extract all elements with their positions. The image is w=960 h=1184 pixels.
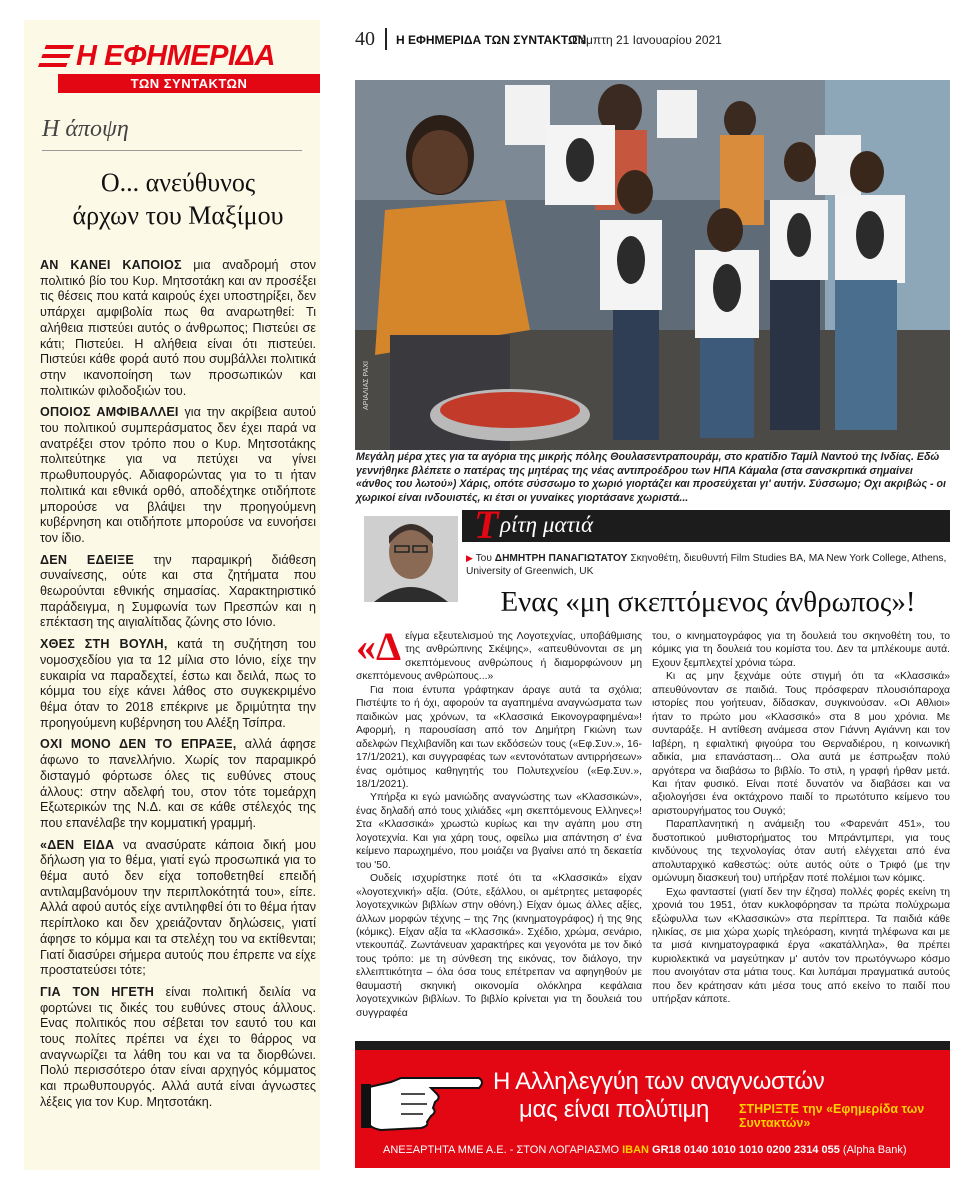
ad-bank-text: ΑΝΕΞΑΡΤΗΤΑ ΜΜΕ Α.Ε. - ΣΤΟΝ ΛΟΓΑΡΙΑΣΜΟ <box>383 1144 623 1156</box>
editorial-paragraph <box>40 553 316 632</box>
column-name: ρίτη ματιά <box>500 512 594 537</box>
editorial-column <box>24 20 320 1170</box>
article-paragraph: Εχω φανταστεί (γιατί δεν την έζησα) πολλές φορές εκείνη τη χρονιά του 1951, όταν κυκλοφόρησαν τα πρώτα πολύχρωμα εξώφυλλα των «Κλασσικών» στα περίπτερα. Τα παιδιά κάθε ηλικίας, σε μια χώρα χωρίς τηλεόραση, κινητά τηλέφωνα και με τα μισά κινηματογραφικά έργα «ακατάλληλα», θα πρέπει κυριολεκτικά να μαγεύτηκαν μ' αυτόν τον πρωτόγνωρο κόσμο που ανοιγόταν στα μάτια τους. Και λυπάμαι πραγματικά αυτούς που δεν κράτησαν κάτι μέσα τους από εκείνο το παιδί που υπήρξαν κάποτε. <box>652 886 950 1006</box>
ad-bank-details <box>383 1144 907 1156</box>
ad-title-line1: Η Αλληλεγγύη των αναγνωστών <box>493 1068 825 1095</box>
photo-caption: Μεγάλη μέρα χτες για τα αγόρια της μικρής πόλης Θουλασεντραπουράμ, στο κρατίδιο Ταμίλ Ναντού της Ινδίας. Εδώ γεννήθηκε βλέπετε ο πατέρας της μητέρας της νέας αντιπροέδρου των ΗΠΑ Κάμαλα (στα σανσκριτικά σημαίνει «άνθος του λωτού») Χάρις, οπότε σύσσωμο το χωριό γιορτάζει και προσεύχεται γι' αυτήν. Σύσσωμο; Οχι ακριβώς - οι χωρικοί είναι ινδουιστές, κι έτσι οι γυναίκες γιορτάσανε χωριστά... <box>356 451 946 504</box>
paragraph-lead: ΧΘΕΣ ΣΤΗ ΒΟΥΛΗ, <box>40 637 168 652</box>
logo-title: Η ΕΦΗΜΕΡΙΔΑ <box>76 39 275 72</box>
paragraph-text: για την ακρίβεια αυτού του πολιτικού συμπεράσματος δεν έχει παρά να ανατρέξει στον τρόπο που ο Κυρ. Μητσοτάκης πολιτεύτηκε για να πετύχει να γίνει πρωθυπουργός. Αδιαφορώντας για το τι ήταν πολιτικά και εθνικά ορθό, αποδέχτηκε οτιδήποτε μπορούσε να βλάψει την προηγούμενη κυβέρνηση και οτιδήποτε μπορούσε να ευνοήσει τον ίδιο. <box>40 405 317 545</box>
author-portrait <box>364 516 458 602</box>
solidarity-ad <box>355 1050 950 1168</box>
iban-label: IBAN <box>622 1144 649 1156</box>
logo-subtitle: ΤΩΝ ΣΥΝΤΑΚΤΩΝ <box>58 74 320 93</box>
article-paragraph <box>356 624 642 684</box>
paragraph-text: είναι πολιτική δειλία να φορτώνει τις δικές του ευθύνες στους άλλους. Ενας πολιτικός που σέβεται τον εαυτό του και τους πολίτες πρέπει να έχει το θάρρος να αναγνωρίζει τα λάθη του και να τα διορθώνει. Πολύ περισσότερο όταν είναι αρχηγός κόμματος και πρωθυπουργός. Αλλά αυτά είναι άγνωστες λέξεις για τον Κυρ. Μητσοτάκη. <box>40 984 316 1109</box>
paragraph-lead: ΔΕΝ ΕΔΕΙΞΕ <box>40 552 134 567</box>
paragraph-lead: ΟΠΟΙΟΣ ΑΜΦΙΒΑΛΛΕΙ <box>40 405 179 420</box>
drop-cap: «Δ <box>356 624 402 669</box>
ad-top-bar <box>355 1041 950 1050</box>
article-paragraph: Για ποια έντυπα γράφτηκαν άραγε αυτά τα σχόλια; Πιστέψτε το ή όχι, αφορούν τα αγαπημένα αναγνώσματα των παιδικών μας χρόνων, τα «Κλασσικά Εικονογραφημένα»! Αφορμή, η παρουσίαση από τον Δημήτρη Γκιώνη των αδελφών Πεχλιβανίδη και των εκδόσεών τους («Εφ.Συν.», 16-17/1/2021), και συγγραφέας των «εντονότατων αντιρρήσεων» ένας ομότιμος καθηγητής του Πολυτεχνείου («Εφ.Συν.», 18/1/2021). <box>356 684 642 790</box>
editorial-paragraph <box>40 838 316 979</box>
article-paragraph: Παραπλανητική η ανάμειξη του «Φαρενάιτ 451», του δυστοπικού μυθιστορήματος του Μπράντμπερι, για τους κινδύνους της τεχνολογίας όταν αυτή ελέγχεται από ένα απολυταρχικό καθεστώς: ούτε αυτός ούτε ο Τριφό (με την ομώνυμη διασκευή του) υπήρξαν ποτέ πολέμιοι των κόμικς. <box>652 819 950 885</box>
publication-date: Πέμπτη 21 Ιανουαρίου 2021 <box>572 33 722 47</box>
paragraph-text: αλλά άφησε άφωνο το πανελλήνιο. Χωρίς τον παραμικρό δισταγμό φόρτωσε όλες τις ευθύνες στους άλλους: στην αδελφή του, στον τότε τομεάρχη Εξωτερικών της Ν.Δ. και σε κάθε στέλεχός της που επανέλαβε την κομματική γραμμή. <box>40 737 316 830</box>
news-photo <box>355 80 950 450</box>
header-paper-name: Η ΕΦΗΜΕΡΙΔΑ ΤΩΝ ΣΥΝΤΑΚΤΩΝ <box>396 33 587 47</box>
logo-stripes-icon <box>38 45 74 67</box>
article-paragraph: Υπήρξα κι εγώ μανιώδης αναγνώστης των «Κλασσικών», ένας δηλαδή από τους χιλιάδες «μη σκεπτόμενους Ελληνες»! Στα «Κλασσικά» χρωστώ κυρίως και την αγάπη μου στη λογοτεχνία. Και για χάρη τους, οφείλω μια απάντηση σ' ένα κείμενο παρωχημένο, που μοιάζει να βγαίνει από τη δεκαετία του '50. <box>356 792 642 871</box>
paragraph-lead: «ΔΕΝ ΕΙΔΑ <box>40 837 115 852</box>
paragraph-lead: ΓΙΑ ΤΟΝ ΗΓΕΤΗ <box>40 984 155 999</box>
editorial-paragraph <box>40 985 316 1111</box>
paragraph-text: κατά τη συζήτηση του νομοσχεδίου για τα 12 μίλια στο Ιόνιο, είχε την ευκαιρία να παραδεχτεί, έστω και δειλά, πως το κόμμα του είχε κάνει λάθος στο συγκεκριμένο θέμα όταν το 2018 επέκρινε με δριμύτητα την προηγούμενη κυβέρνηση του Αλέξη Τσίπρα. <box>40 637 316 730</box>
article-title: Ενας «μη σκεπτόμενος άνθρωπος»! <box>500 586 916 618</box>
ad-support-text: ΣΤΗΡΙΞΤΕ την «Εφημερίδα των Συντακτών» <box>739 1102 925 1130</box>
editorial-paragraph <box>40 258 316 399</box>
byline-prefix: Του <box>475 553 495 564</box>
article-paragraph: Ουδείς ισχυρίστηκε ποτέ ότι τα «Κλασσικά» είχαν «λογοτεχνική» αξία. (Ούτε, εξάλλου, οι αμέτρητες μεταφορές λογοτεχνικών βιβλίων στην οθόνη.) Είχαν όμως άλλες αξίες, άλλων μορφών τέχνης – της 7ης (κινηματογράφος) ή της 9ης (κόμικς). Είχαν αξία τα «Κλασσικά». Σχέδιο, χρώμα, σενάριο, ντεκουπάζ. Ζωντάνευαν χαρακτήρες και γεγονότα με τον δικό τους τρόπο: με τη σύνθεση της εικόνας, τον διάλογο, την ελλειπτικότητα – όλα όσα τους επέτρεπαν να αφηγηθούν με θαυμαστή σκηνική οικονομία ολόκληρα κεφάλαια λογοτεχνικών βιβλίων. Το βιβλίο κρίνεται για τη δουλειά του συγγραφέα <box>356 873 642 1019</box>
paragraph-text: να ανασύρατε κάποια δική μου δήλωση για το θέμα, γιατί εγώ προσωπικά για το θέμα αυτό δεν είχα τοποθετηθεί επειδή αντιλαμβανόμουν την περιπλοκότητά του», είπε. Αλλά αφού αυτός είχε αντιληφθεί ότι το θέμα ήταν περίπλοκο και δεν χρειάζονταν δηλώσεις, γιατί άφησε το κόμμα και τα στελέχη του να εκτίθενται; Γιατί διασύρει σήμερα αυτούς που έπρεπε να είχε προστατεύσει τότε; <box>40 837 316 978</box>
ad-title-line2: μας είναι πολύτιμη <box>519 1096 710 1123</box>
author-name: ΔΗΜΗΤΡΗ ΠΑΝΑΓΙΩΤΑΤΟΥ <box>494 553 628 564</box>
editorial-title-line2: άρχων του Μαξίμου <box>72 201 284 230</box>
editorial-title-line1: Ο... ανεύθυνος <box>100 168 256 197</box>
paragraph-text: την παραμικρή διάθεση συναίνεσης, ούτε και στα ζητήματα που θεωρούνται εθνικής σημασίας. Χαρακτηριστικό παράδειγμα, η Συμφωνία των Πρεσπών και η επέκταση της αιγιαλίτιδας ζώνης στο Ιόνιο. <box>40 552 316 630</box>
editorial-paragraph <box>40 637 316 731</box>
article-paragraph: του, ο κινηματογράφος για τη δουλειά του σκηνοθέτη του, το κόμικς για τη δουλειά του κομίστα του. Δεν τα μπλέκουμε αυτά. Εχουν ξεμπλεχτεί χρόνια τώρα. <box>652 631 950 669</box>
photo-illustration <box>355 80 950 450</box>
article-column-2 <box>652 630 950 1007</box>
editorial-paragraph <box>40 737 316 831</box>
pointing-hand-icon <box>361 1064 487 1134</box>
section-label: Η άποψη <box>42 116 129 142</box>
photo-credit: ΑΡΙΑΛΙΑΣ ΡΑΧΙ <box>363 361 370 410</box>
editorial-title <box>48 166 308 232</box>
paragraph-lead: ΟΧΙ ΜΟΝΟ ΔΕΝ ΤΟ ΕΠΡΑΞΕ, <box>40 737 237 752</box>
author-bio: Σκηνοθέτη, διευθυντή Film Studies BA, MA New York College, Athens, University of Greenwich, UK <box>466 553 947 577</box>
page-number: 40 <box>355 28 375 50</box>
paragraph-text: είγμα εξευτελισμού της Λογοτεχνίας, υποβάθμισης της ανθρώπινης Σκέψης», «απευθύνονται σε μη σκεπτόμενους ανθρώπους ή διαμορφώνουν μη σκεπτόμενους ανθρώπους...» <box>356 631 642 683</box>
paragraph-lead: ΑΝ ΚΑΝΕΙ ΚΑΠΟΙΟΣ <box>40 258 182 272</box>
column-initial: Τ <box>474 502 499 547</box>
divider <box>42 150 302 151</box>
byline <box>466 552 950 578</box>
article-paragraph: Κι ας μην ξεχνάμε ούτε στιγμή ότι τα «Κλασσικά» απευθύνονταν σε παιδιά. Τους πρόσφεραν πλουσιόπαροχα ιστορίες που γοήτευαν, δίδασκαν, συγκινούσαν. «Οι Αθλιοι» ήταν το πρώτο μου «Κλασσικό» στα 8 μου χρόνια. Με συνταράξε. Η αντίθεση ανάμεσα στον Γιάννη Αγιάννη και τον Ιαβέρη, η εφιαλτική φιγούρα του Θερναδιέρου, η κοινωνική αδικία, μια επανάσταση... Ολα αυτά με έσπρωξαν πολύ αργότερα να διαβάσω το βιβλίο. Το στιλ, η γραφή ήρθαν μετά. Και ήταν φυσικό. Είναι ποτέ δυνατόν να διαβάσει και να αξιολογήσει ένα οκτάχρονο παιδί το πρωτότυπο κείμενο του αριστουργήματος του Ουγκό; <box>652 671 950 817</box>
newspaper-logo <box>42 38 320 100</box>
iban-number: GR18 0140 1010 1010 0200 2314 055 <box>649 1144 840 1156</box>
bank-name: (Alpha Bank) <box>839 1144 907 1156</box>
editorial-paragraph <box>40 405 316 546</box>
editorial-body <box>40 258 316 1117</box>
paragraph-text: μια αναδρομή στον πολιτικό βίο του Κυρ. Μητσοτάκη και αν προσέξει τις θέσεις που κατά καιρούς έχει υποστηρίξει, δεν υπάρχει αμφιβολία πως θα αναρωτηθεί: Τι αλήθεια πιστεύει αυτός ο άνθρωπος; Πιστεύει σε κάτι; Πιστεύει. Η αλήθεια είναι ότι πιστεύει. Πιστεύει κάθε φορά αυτό που συμβάλλει πολιτικά στην ικανοποίηση των προσωπικών και πολιτικών φιλοδοξιών του. <box>40 258 316 398</box>
author-photo <box>364 516 458 602</box>
byline-arrow-icon: ▶ <box>466 553 473 563</box>
article-column-1 <box>356 624 642 1020</box>
header-divider <box>385 28 387 50</box>
